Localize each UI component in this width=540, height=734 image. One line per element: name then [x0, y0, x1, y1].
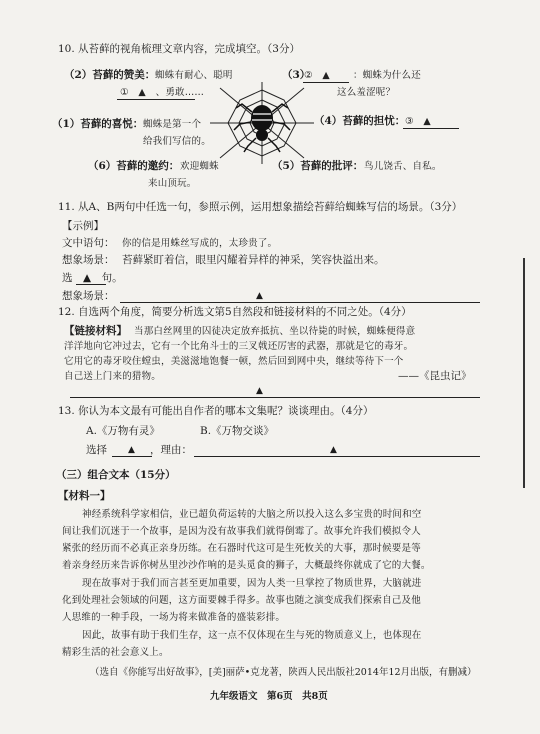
q13-choose-mark: ▲: [128, 445, 135, 455]
q10-item5-label: （5）苔藓的批评：: [272, 160, 364, 172]
q11-answer-line: [120, 302, 480, 303]
q10-item6-text2: 来山顶玩。: [148, 178, 197, 189]
q13-reason-line: [194, 456, 480, 457]
para1-line3: 紧张的经历而不必真正亲身历练。在石器时代这可是生死攸关的大事，那时候要是等: [62, 543, 421, 554]
q10-item6-text: 欢迎蜘蛛: [180, 161, 219, 172]
q10-item6-label: （6）苔藓的邀约：: [88, 160, 180, 172]
para2-line3: 人思维的一种手段，一场为将来做准备的盛装彩排。: [62, 612, 286, 623]
q11-scene-label: 想象场景：: [62, 254, 115, 266]
q10-item1-text2: 给我们写信的。: [143, 136, 211, 147]
q11-answer-mark: ▲: [256, 291, 263, 301]
q13-title: 13. 你认为本文最有可能出自作者的哪本文集呢？谈谈理由。（4分）: [58, 405, 374, 417]
q10-item4-underline: [403, 128, 459, 129]
para1-line1: 神经系统科学家相信，业已超负荷运转的大脑之所以投入这么多宝贵的时间和空: [82, 509, 422, 520]
q12-line4: 自己送上门来的猎物。: [64, 371, 162, 382]
q12-line1: 当那白丝网里的囚徒决定放弃抵抗、坐以待毙的时候，蜘蛛便得意: [134, 326, 416, 337]
q12-answer-line: [70, 397, 480, 398]
q11-choose-underline: [76, 284, 106, 285]
para2-line2: 化到处理社会领域的问题，这方面要棘手得多。故事也随之演变成我们探索自己及他: [62, 595, 421, 606]
page-footer: 九年级语文 第6页 共8页: [210, 691, 328, 702]
q13-choose-label: 选择: [86, 444, 107, 456]
q11-choose-label: 选 ▲ 句。: [62, 272, 123, 284]
para3-line1: 因此，故事有助于我们生存，这一点不仅体现在生与死的物质意义上，也体现在: [82, 630, 422, 641]
q11-title: 11. 从A、B两句中任选一句，参照示例，运用想象描绘苔藓给蜘蛛写信的场景。（3分）: [58, 201, 463, 213]
q13-option-a: A.《万物有灵》: [86, 425, 160, 437]
q12-title: 12. 自选两个角度，简要分析选文第5自然段和链接材料的不同之处。（4分）: [58, 306, 412, 318]
para1-line4: 着亲身经历来告诉你树丛里沙沙作响的是头觅食的狮子，大概最终你就成了它的大餐。: [62, 560, 431, 571]
q10-item3-text: ：蜘蛛为什么还: [353, 70, 421, 81]
q10-item2-label: （2）苔藓的赞美：: [64, 69, 156, 81]
q13-option-b: B.《万物交谈》: [200, 425, 275, 437]
q10-item2-blank: ① ▲ 、勇敢……: [120, 87, 205, 98]
q13-reason-mark: ▲: [330, 445, 337, 455]
q12-line2: 洋洋地向它冲过去，它有一个比角斗士的三叉戟还厉害的武器，那就是它的毒牙。: [64, 341, 414, 352]
q10-item2-text: 蜘蛛有耐心、聪明: [155, 70, 233, 81]
q12-line3: 它用它的毒牙咬住螳虫，美滋滋地饱餐一顿，然后回到网中央，继续等待下一个: [64, 356, 404, 367]
q12-link-tag: 【链接材料】: [64, 325, 127, 337]
para3-line2: 精彩生活的社会意义上。: [62, 647, 169, 658]
citation: （选自《你能写出好故事》，[美]丽萨•克龙著，陕西人民出版社2014年12月出版，有删减）: [90, 667, 477, 678]
q11-scene-text: 苔藓紧盯着信，眼里闪耀着异样的神采，笑容快溢出来。: [122, 254, 385, 266]
para1-line2: 间让我们沉迷于一个故事，是因为没有故事我们就得倒霉了。故事允许我们模拟令人: [62, 526, 421, 537]
q10-title: 10. 从苔藓的视角梳理文章内容，完成填空。（3分）: [58, 43, 300, 55]
q11-sentence-label: 文中语句：: [62, 237, 115, 249]
q13-reason-label: ，理由：: [150, 444, 192, 456]
q10-item1-text: 蜘蛛是第一个: [143, 119, 202, 130]
para2-line1: 现在故事对于我们而言甚至更加重要，因为人类一旦掌控了物质世界，大脑就进: [82, 578, 422, 589]
spider-web-illustration: [206, 80, 318, 166]
q11-sentence-text: 你的信是用蛛丝写成的，太珍贵了。: [122, 238, 278, 249]
q10-item3-prefix: （3）: [282, 69, 311, 81]
material1-tag: 【材料一】: [58, 490, 111, 502]
q10-item3-text2: 这么羞涩呢？: [337, 87, 396, 98]
q10-item2-underline: [117, 99, 195, 100]
q10-item3-blank: ② ▲: [304, 70, 340, 81]
q10-item1-label: （1）苔藓的喜悦：: [52, 118, 144, 130]
q12-answer-mark: ▲: [256, 386, 263, 396]
q12-source: ——《昆虫记》: [398, 370, 472, 382]
q10-item4-label: （4）苔藓的担忧：: [314, 115, 406, 127]
q10-item5-text: 鸟儿饶舌、自私。: [364, 161, 442, 172]
q11-example-tag: 【示例】: [62, 220, 104, 232]
q10-item4-blank: ③ ▲: [405, 116, 431, 127]
scan-edge-mark: [523, 258, 525, 488]
section3-title: （三）组合文本（15分）: [56, 469, 176, 481]
q11-answer-label: 想象场景：: [62, 290, 115, 302]
